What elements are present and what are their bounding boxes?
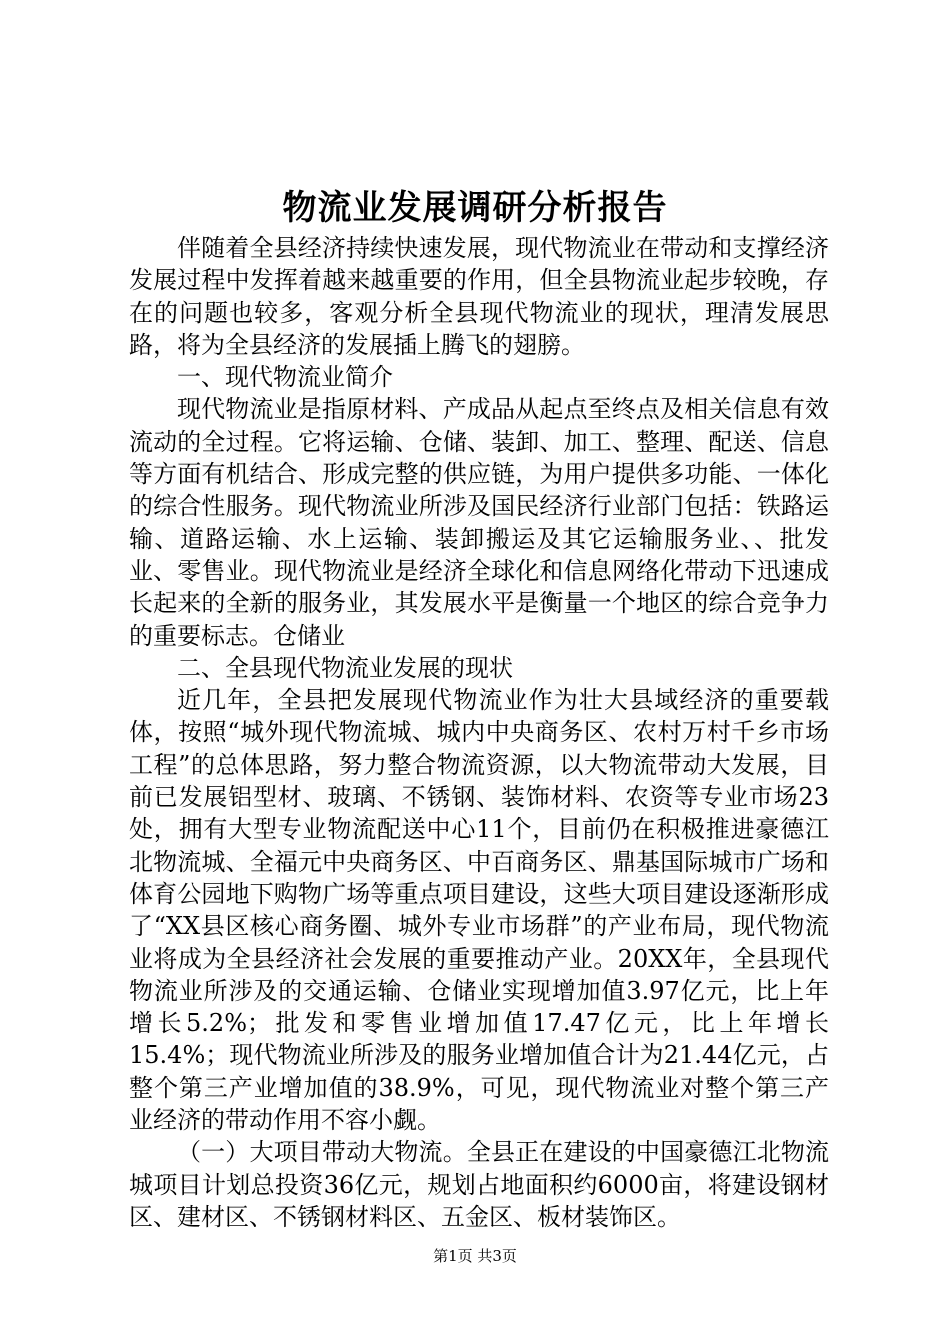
section-1-paragraph: 现代物流业是指原材料、产成品从起点至终点及相关信息有效流动的全过程。它将运输、仓储、装卸、加工、整理、配送、信息等方面有机结合、形成完整的供应链，为用户提供多功能、一体化的综合性服务。现代物流业所涉及国民经济行业部门包括：铁路运输、道路运输、水上运输、装卸搬运及其它运输服务业、、批发业、零售业。现代物流业是经济全球化和信息网络化带动下迅速成长起来的全新的服务业，其发展水平是衡量一个地区的综合竞争力的重要标志。仓储业 (129, 395, 829, 650)
section-heading-1: 一、现代物流业简介 (177, 363, 393, 392)
section-heading-2: 二、全县现代物流业发展的现状 (177, 653, 513, 682)
subsection-1-paragraph: （一）大项目带动大物流。全县正在建设的中国豪德江北物流城项目计划总投资36亿元，规划占地面积约6000亩，将建设钢材区、建材区、不锈钢材料区、五金区、板材装饰区。 (129, 1138, 829, 1231)
intro-paragraph: 伴随着全县经济持续快速发展，现代物流业在带动和支撑经济发展过程中发挥着越来越重要的作用，但全县物流业起步较晚，存在的问题也较多，客观分析全县现代物流业的现状，理清发展思路，将为全县经济的发展插上腾飞的翅膀。 (129, 234, 829, 359)
document-title: 物流业发展调研分析报告 (282, 188, 668, 228)
page-footer: 第1页 共3页 (433, 1247, 517, 1265)
document-body (129, 232, 829, 1233)
section-2-paragraph: 近几年，全县把发展现代物流业作为壮大县域经济的重要载体，按照“城外现代物流城、城内中央商务区、农村万村千乡市场工程”的总体思路，努力整合物流资源，以大物流带动大发展，目前已发展铝型材、玻璃、不锈钢、装饰材料、农资等专业市场23处，拥有大型专业物流配送中心11个，目前仍在积极推进豪德江北物流城、全福元中央商务区、中百商务区、鼎基国际城市广场和体育公园地下购物广场等重点项目建设，这些大项目建设逐渐形成了“XX县区核心商务圈、城外专业市场群”的产业布局，现代物流业将成为全县经济社会发展的重要推动产业。20XX年，全县现代物流业所涉及的交通运输、仓储业实现增加值3.97亿元，比上年增长5.2%；批发和零售业增加值17.47亿元，比上年增长15.4%；现代物流业所涉及的服务业增加值合计为21.44亿元，占整个第三产业增加值的38.9%，可见，现代物流业对整个第三产业经济的带动作用不容小觑。 (129, 686, 829, 1135)
